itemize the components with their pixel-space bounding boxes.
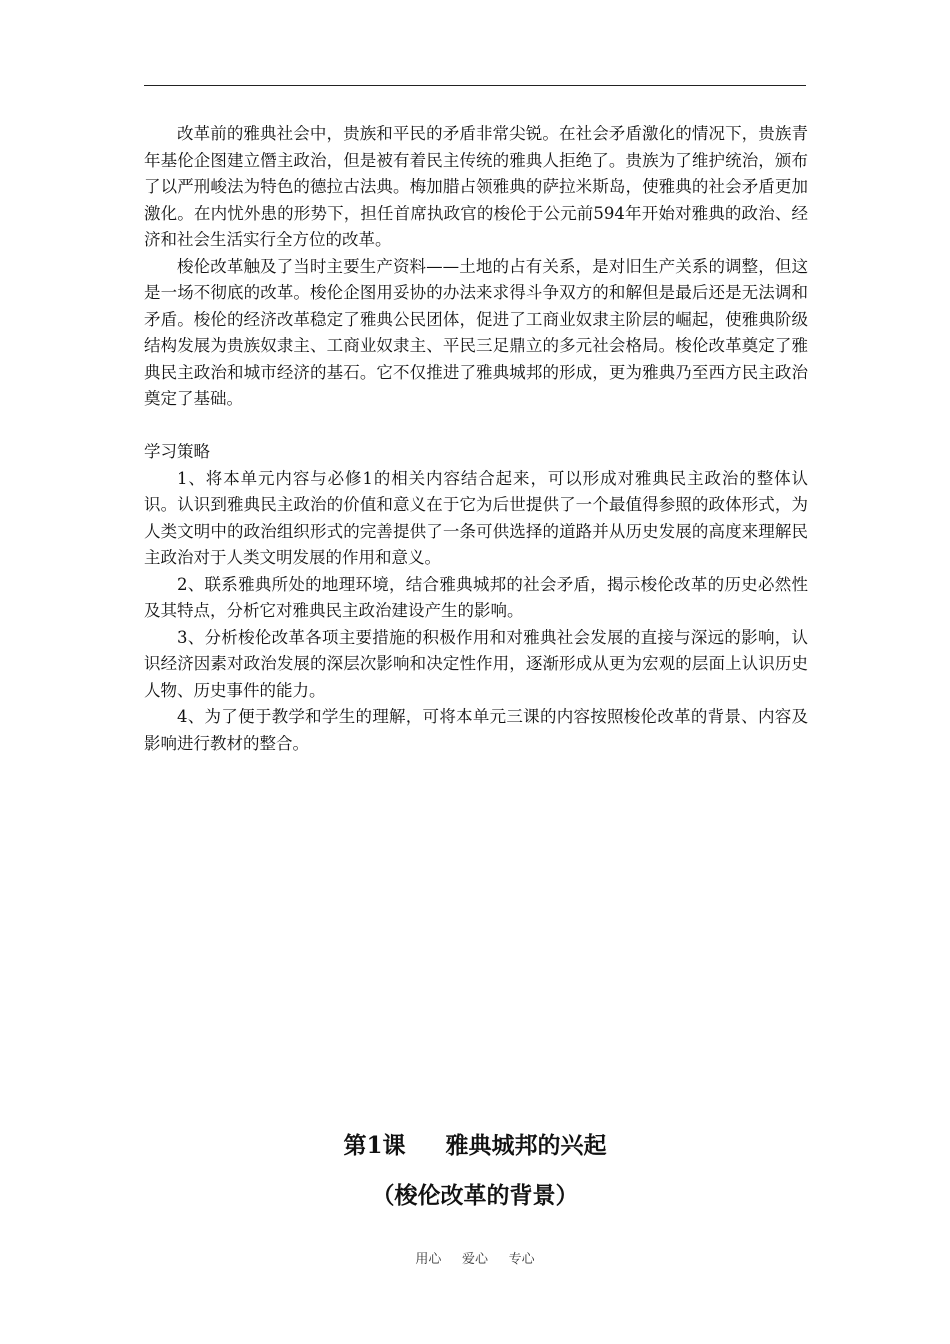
document-body	[144, 121, 808, 757]
paragraph-evaluation: 梭伦改革触及了当时主要生产资料——土地的占有关系，是对旧生产关系的调整，但这是一场不彻底的改革。梭伦企图用妥协的办法来求得斗争双方的和解但是最后还是无法调和矛盾。梭伦的经济改革稳定了雅典公民团体，促进了工商业奴隶主阶层的崛起，使雅典阶级结构发展为贵族奴隶主、工商业奴隶主、平民三足鼎立的多元社会格局。梭伦改革奠定了雅典民主政治和城市经济的基石。它不仅推进了雅典城邦的形成，更为雅典乃至西方民主政治奠定了基础。	[144, 256, 808, 408]
strategy-item-3: 3、分析梭伦改革各项主要措施的积极作用和对雅典社会发展的直接与深远的影响，认识经济因素对政治发展的深层次影响和决定性作用，逐渐形成从更为宏观的层面上认识历史人物、历史事件的能力。	[144, 627, 808, 700]
lesson-subtitle: （梭伦改革的背景）	[371, 1182, 579, 1209]
strategy-item-2: 2、联系雅典所处的地理环境，结合雅典城邦的社会矛盾，揭示梭伦改革的历史必然性及其特点，分析它对雅典民主政治建设产生的影响。	[144, 574, 808, 620]
paragraph-spacer	[144, 413, 808, 440]
paragraph-background: 改革前的雅典社会中，贵族和平民的矛盾非常尖锐。在社会矛盾激化的情况下，贵族青年基伦企图建立僭主政治，但是被有着民主传统的雅典人拒绝了。贵族为了维护统治，颁布了以严刑峻法为特色的德拉古法典。梅加腊占领雅典的萨拉米斯岛，使雅典的社会矛盾更加激化。在内忧外患的形势下，担任首席执政官的梭伦于公元前594年开始对雅典的政治、经济和社会生活实行全方位的改革。	[144, 124, 808, 249]
strategy-item-4: 4、为了便于教学和学生的理解，可将本单元三课的内容按照梭伦改革的背景、内容及影响进行教材的整合。	[144, 707, 808, 753]
header-rule	[144, 85, 806, 86]
page-footer: 用心 爱心 专心	[415, 1252, 535, 1267]
strategy-heading: 学习策略	[144, 442, 210, 461]
strategy-item-1: 1、将本单元内容与必修1的相关内容结合起来，可以形成对雅典民主政治的整体认识。认识到雅典民主政治的价值和意义在于它为后世提供了一个最值得参照的政体形式，为人类文明中的政治组织形式的完善提供了一条可供选择的道路并从历史发展的高度来理解民主政治对于人类文明发展的作用和意义。	[144, 468, 808, 567]
lesson-title: 第1课 雅典城邦的兴起	[343, 1132, 607, 1159]
